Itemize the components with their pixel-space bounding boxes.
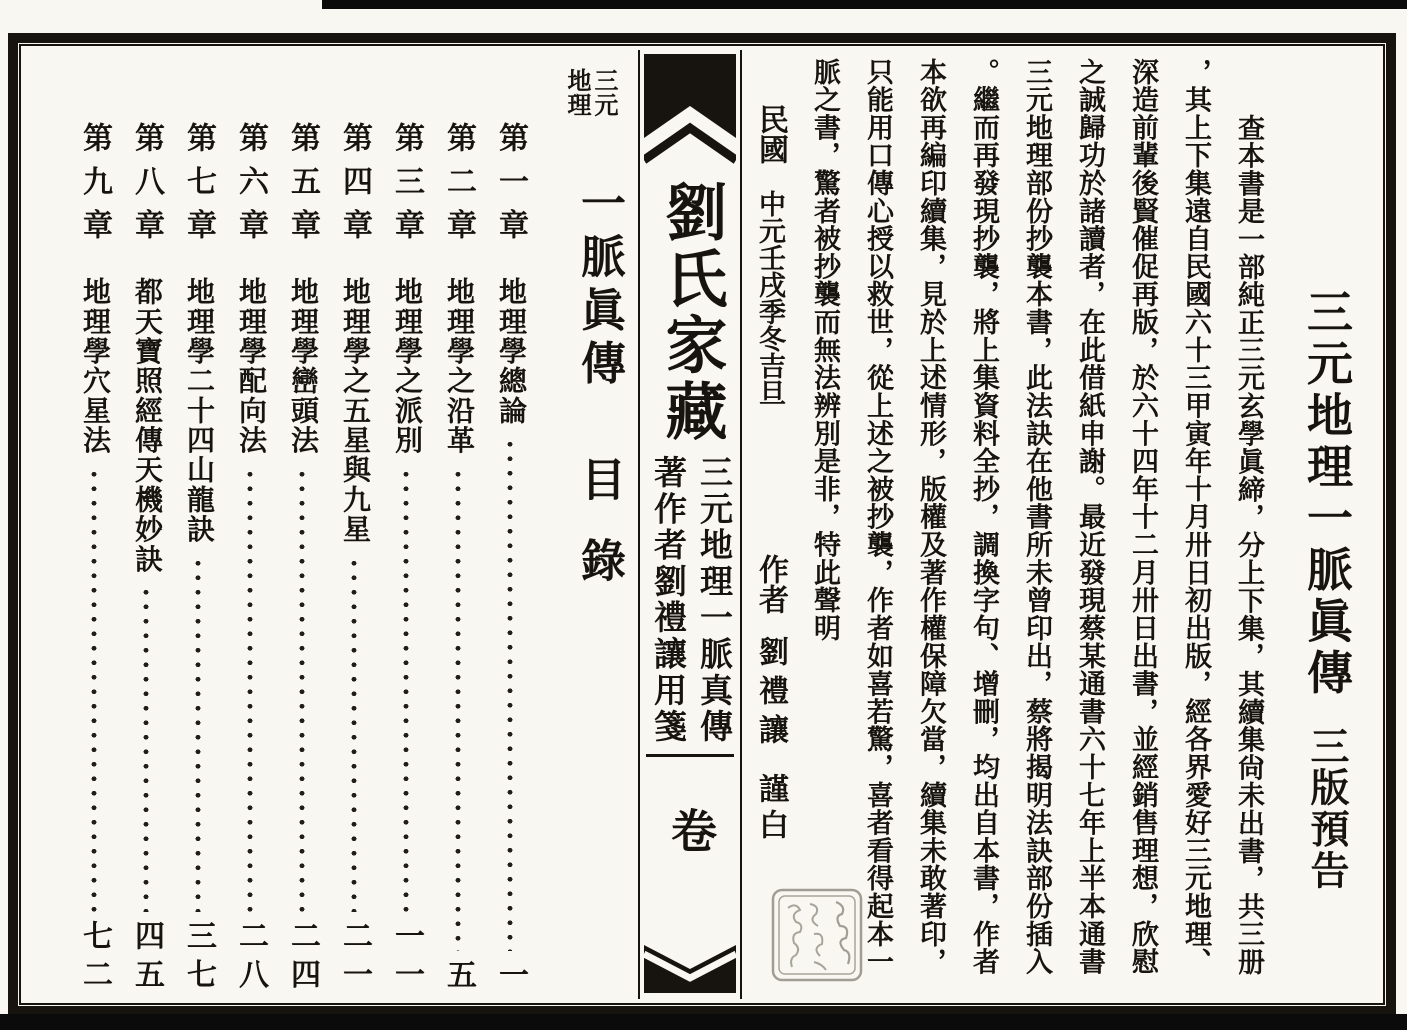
- chapter-page-number: 五: [442, 958, 475, 997]
- chapter-title: 地理學穴星法: [79, 276, 110, 455]
- page-frame-outer: [8, 33, 1396, 1016]
- chapter-label: 第五章: [286, 122, 319, 253]
- toc-section-label: 目錄: [574, 456, 624, 619]
- preface-column: 之誠歸功於諸讀者，在此借紙申謝。最近發現蔡某通書六十七年上半本通書: [1075, 58, 1105, 976]
- banner-subtitle-right: 三元地理一脈真傳: [695, 455, 731, 746]
- chapter-title: 都天寶照經傳天機妙訣: [131, 276, 162, 574]
- date-era: 民國: [754, 104, 787, 164]
- banner-ribbon-bottom-icon: [644, 939, 736, 993]
- leader-dots: [90, 467, 98, 913]
- toc-series-label-left: 地理: [563, 68, 589, 117]
- chapter-title: 地理學配向法: [235, 276, 266, 455]
- toc-chapter-row: [172, 54, 224, 999]
- toc-chapter-row: [120, 54, 172, 999]
- toc-series-label-right: 三元: [590, 68, 616, 117]
- preface-section: [742, 50, 1379, 999]
- author-seal-stamp: [770, 886, 864, 984]
- toc-chapter-row: [276, 54, 328, 999]
- leader-dots: [402, 467, 410, 913]
- page-content: [25, 50, 1379, 999]
- date-text: 中元壬戌季冬吉旦: [755, 190, 785, 406]
- toc-chapter-row: [224, 54, 276, 999]
- banner-subtitle-left: 著作者劉禮讓用箋: [649, 455, 685, 746]
- banner-title: 劉氏家藏: [656, 180, 724, 446]
- leader-dots: [246, 467, 254, 913]
- leader-dots: [142, 585, 150, 912]
- leader-dots: [454, 467, 462, 951]
- chapter-label: 第一章: [494, 122, 527, 253]
- family-banner-strip: [638, 50, 742, 999]
- chapter-label: 第七章: [182, 122, 215, 253]
- chapter-title: 地理學之沿革: [443, 276, 474, 455]
- book-main-title: 三元地理一脈眞傳: [1301, 288, 1352, 701]
- scan-edge-bottom: [0, 1014, 1407, 1030]
- preface-column: ，其上下集遠自民國六十三甲寅年十月卅日初出版，經各界愛好三元地理、: [1181, 58, 1211, 976]
- chapter-page-number: 三七: [182, 920, 215, 997]
- chapter-label: 第六章: [234, 122, 267, 253]
- chapter-label: 第二章: [442, 122, 475, 253]
- chapter-page-number: 二一: [338, 920, 371, 997]
- scan-edge-top: [322, 0, 1407, 9]
- chapter-page-number: 一一: [390, 920, 423, 997]
- chapter-page-number: 二四: [286, 920, 319, 997]
- chapter-page-number: 一: [494, 958, 527, 997]
- author-name: 劉禮讓: [754, 636, 787, 753]
- chapter-page-number: 二八: [234, 920, 267, 997]
- leader-dots: [350, 556, 358, 913]
- chapter-label: 第四章: [338, 122, 371, 253]
- leader-dots: [298, 467, 306, 913]
- toc-chapter-row: [380, 54, 432, 999]
- preface-column: 三元地理部份抄襲本書，此法訣在他書所未曾印出，蔡將揭明法訣部份插入: [1022, 58, 1052, 976]
- banner-rule-divider: [646, 754, 734, 757]
- toc-series-label: [562, 68, 616, 117]
- toc-chapter-row: [432, 54, 484, 999]
- toc-header-column: [536, 54, 632, 999]
- preface-column: 本欲再編印續集，見於上述情形，版權及著作權保障欠當，續集未敢著印，: [916, 58, 946, 976]
- preface-column: 查本書是一部純正三元玄學眞締，分上下集，其續集尙未出書，共三册: [1234, 114, 1264, 977]
- preface-column: 深造前輩後賢催促再版，於六十四年十二月卅日出書，並經銷售理想，欣慰: [1128, 58, 1158, 976]
- banner-volume-label: 卷: [665, 806, 716, 853]
- preface-column: 只能用口傳心授以救世，從上述之被抄襲，作者如喜若驚，喜者看得起本一: [863, 58, 893, 976]
- toc-chapter-row: [484, 54, 536, 999]
- chapter-page-number: 四五: [130, 920, 163, 997]
- main-title-column: [1275, 58, 1377, 999]
- toc-chapter-row: [68, 54, 120, 999]
- banner-ribbon-top-icon: [644, 54, 736, 172]
- chapter-page-number: 七二: [78, 920, 111, 997]
- toc-section: [25, 50, 638, 999]
- date-signature-column: [742, 58, 798, 999]
- banner-subtitle: [644, 455, 736, 745]
- chapter-title: 地理學總論: [495, 276, 526, 425]
- chapter-title: 地理學之派別: [391, 276, 422, 455]
- signature-role: 作者: [754, 554, 787, 614]
- chapter-title: 地理學二十四山龍訣: [183, 276, 214, 544]
- signature-closing: 謹白: [754, 773, 787, 845]
- preface-column: 脈之書，驚者被抄襲而無法辨別是非，特此聲明: [810, 58, 840, 643]
- toc-chapter-row: [328, 54, 380, 999]
- page-frame-inner: [19, 44, 1385, 1005]
- toc-title: 一脈眞傳: [574, 180, 624, 393]
- leader-dots: [194, 556, 202, 913]
- chapter-title: 地理學之五星與九星: [339, 276, 370, 544]
- preface-column: 。繼而再發現抄襲，將上集資料全抄，調換字句、增刪，均出自本書，作者: [969, 58, 999, 976]
- chapter-label: 第九章: [78, 122, 111, 253]
- chapter-label: 第三章: [390, 122, 423, 253]
- chapter-label: 第八章: [130, 122, 163, 253]
- leader-dots: [506, 437, 514, 951]
- edition-subtitle: 三版預告: [1305, 726, 1348, 892]
- chapter-title: 地理學巒頭法: [287, 276, 318, 455]
